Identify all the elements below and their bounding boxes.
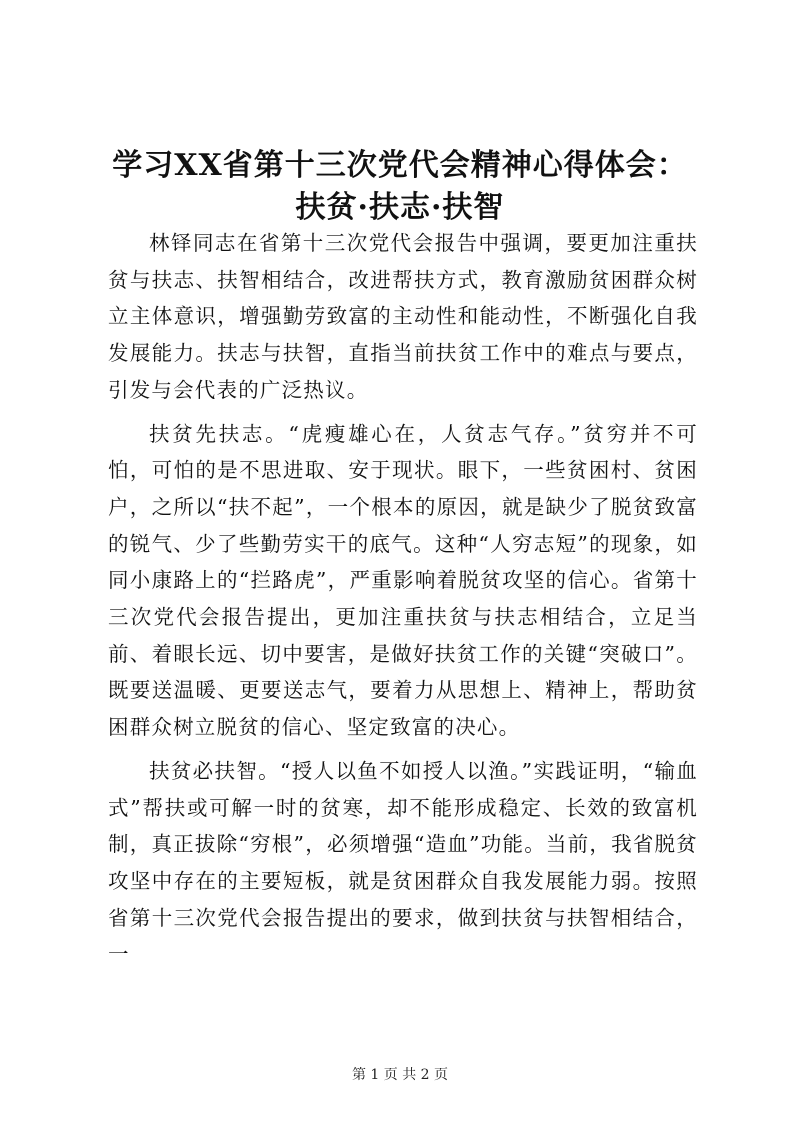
paragraph-3: 扶贫必扶智。“授人以鱼不如授人以渔。”实践证明，“输血式”帮扶或可解一时的贫寒，却不能形成稳定、长效的致富机制，真正拔除“穷根”，必须增强“造血”功能。当前，我省脱贫攻坚中存在的主要短板，就是贫困群众自我发展能力弱。按照省第十三次党代会报告提出的要求，做到扶贫与扶智相结合，一 [108, 758, 698, 967]
paragraph-1: 林铎同志在省第十三次党代会报告中强调，要更加注重扶贫与扶志、扶智相结合，改进帮扶方式，教育激励贫困群众树立主体意识，增强勤劳致富的主动性和能动性，不断强化自我发展能力。扶志与扶智，直指当前扶贫工作中的难点与要点，引发与会代表的广泛热议。 [108, 231, 698, 402]
page-footer: 第 1 页 共 2 页 [351, 1067, 449, 1083]
document-body [108, 225, 698, 980]
paragraph-2: 扶贫先扶志。“虎瘦雄心在，人贫志气存。”贫穷并不可怕，可怕的是不思进取、安于现状。眼下，一些贫困村、贫困户，之所以“扶不起”，一个根本的原因，就是缺少了脱贫致富的锐气、少了些勤劳实干的底气。这种“人穷志短”的现象，如同小康路上的“拦路虎”，严重影响着脱贫攻坚的信心。省第十三次党代会报告提出，更加注重扶贫与扶志相结合，立足当前、着眼长远、切中要害，是做好扶贫工作的关键“突破口”。既要送温暖、更要送志气，要着力从思想上、精神上，帮助贫困群众树立脱贫的信心、坚定致富的决心。 [108, 421, 698, 740]
document-title: 学习XX省第十三次党代会精神心得体会：扶贫·扶志·扶智 [112, 148, 688, 225]
